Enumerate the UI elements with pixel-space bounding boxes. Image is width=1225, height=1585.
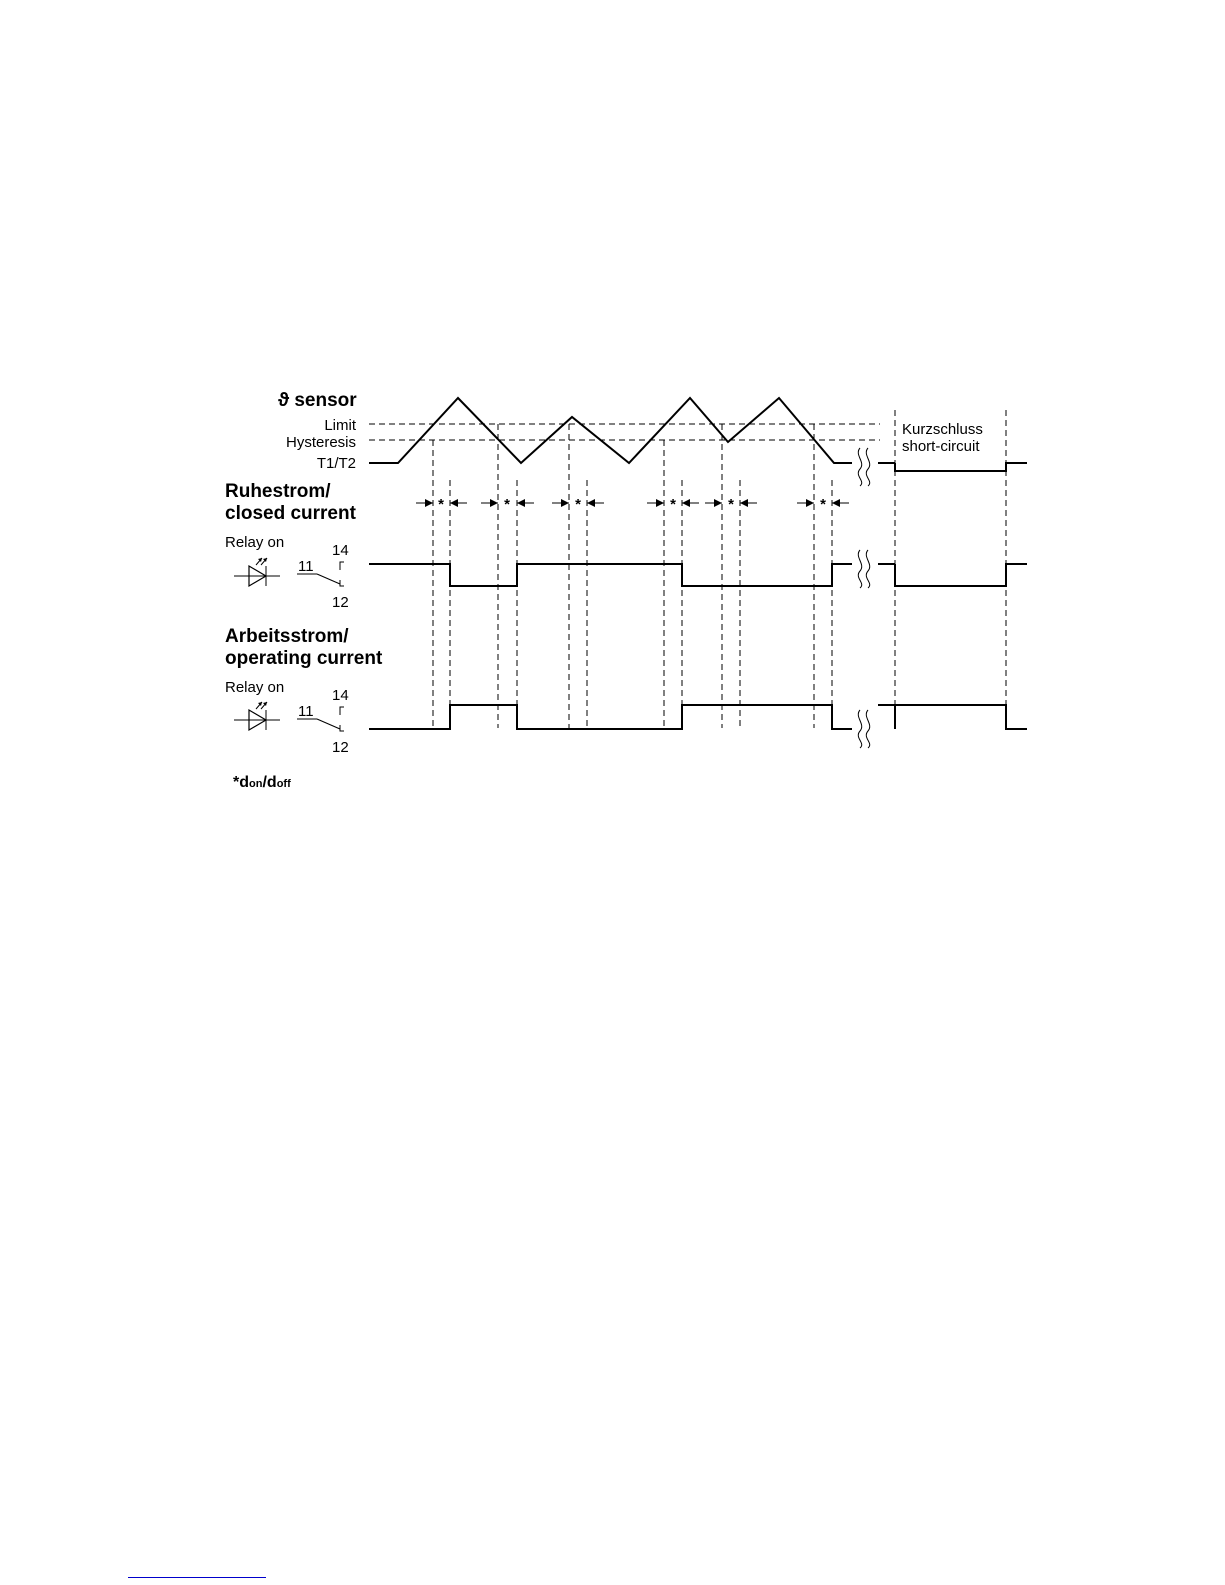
sensor-waveform	[369, 398, 852, 463]
operating-current-title-2: operating current	[225, 648, 383, 669]
closed-short-circuit-level	[895, 564, 1027, 586]
footnote-on: on	[249, 778, 263, 790]
svg-text:*: *	[670, 496, 676, 513]
footnote-d-on: d	[239, 774, 250, 791]
closed-current-title-1: Ruhestrom/	[225, 481, 331, 502]
delay-marker-1	[416, 496, 467, 513]
sensor-short-circuit-level	[895, 463, 1027, 471]
delay-marker-3	[552, 496, 604, 513]
limit-label: Limit	[324, 417, 356, 434]
svg-text:*: *	[438, 496, 444, 513]
delay-marker-4	[647, 496, 699, 513]
delay-marker-5	[705, 496, 757, 513]
svg-text:11: 11	[298, 558, 314, 575]
closed-current-waveform	[369, 564, 852, 586]
footnote	[233, 774, 291, 791]
svg-text:*: *	[820, 496, 826, 513]
svg-text:*: *	[728, 496, 734, 513]
event-lines	[433, 410, 1006, 728]
closed-led-icon	[234, 558, 280, 586]
t1t2-label: T1/T2	[316, 455, 356, 472]
closed-contact-icon	[297, 542, 349, 611]
footnote-d-off: d	[266, 774, 277, 791]
closed-current-title-2: closed current	[225, 503, 356, 524]
break-symbol-closed	[858, 550, 869, 588]
svg-text:11: 11	[298, 703, 314, 720]
svg-text:*: *	[504, 496, 510, 513]
operating-relay-on-label: Relay on	[225, 679, 285, 696]
delay-marker-2	[481, 496, 534, 513]
svg-text:12: 12	[332, 739, 349, 756]
short-circuit-de: Kurzschluss	[902, 421, 983, 438]
svg-text:14: 14	[332, 542, 349, 559]
footnote-star: *	[233, 774, 240, 791]
hysteresis-label: Hysteresis	[285, 434, 356, 451]
operating-current-title-1: Arbeitsstrom/	[225, 626, 349, 647]
closed-relay-on-label: Relay on	[225, 534, 285, 551]
svg-text:*: *	[575, 496, 581, 513]
operating-led-icon	[234, 702, 280, 730]
short-circuit-en: short-circuit	[902, 438, 980, 455]
operating-current-waveform	[369, 705, 852, 729]
delay-marker-6	[797, 496, 849, 513]
break-symbol-operating	[858, 710, 869, 748]
footnote-slash: /	[262, 774, 267, 791]
svg-text:12: 12	[332, 594, 349, 611]
footer-link-underline[interactable]	[128, 1577, 266, 1578]
footnote-off: off	[276, 778, 291, 790]
operating-short-circuit-level	[895, 705, 1027, 729]
sensor-label: ϑ sensor	[278, 390, 357, 411]
operating-contact-icon	[297, 687, 349, 756]
break-symbol-sensor	[858, 448, 869, 486]
svg-text:14: 14	[332, 687, 349, 704]
